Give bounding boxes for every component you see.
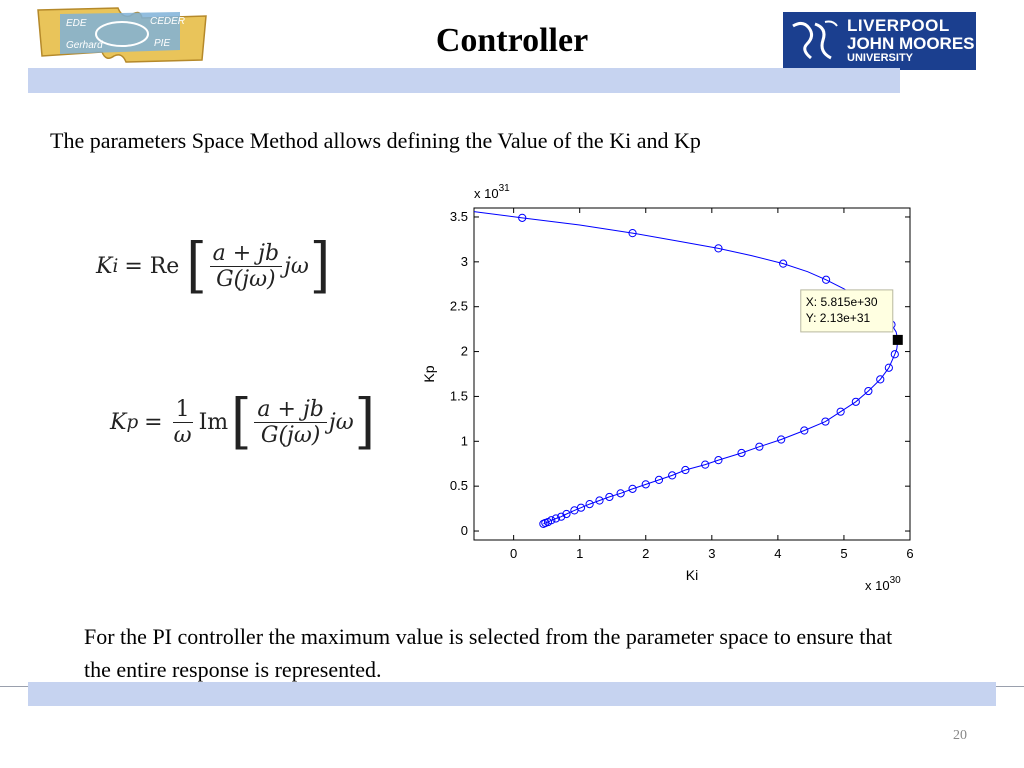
left-bracket: [ (186, 231, 207, 301)
kp-denominator: G(jω) (260, 422, 321, 448)
parameter-space-chart (410, 172, 930, 597)
x-axis-label: Ki (685, 567, 699, 583)
y-tick-label: 1 (460, 433, 468, 449)
x-tick-label: 3 (708, 546, 716, 561)
right-bracket: ] (354, 387, 375, 457)
ki-jw: jω (284, 253, 309, 279)
kp-symbol: K (110, 409, 127, 435)
datatip-x-label: X: 5.815e+30 (805, 294, 878, 309)
ki-numerator: a + jb (210, 241, 282, 267)
left-bracket: [ (231, 387, 252, 457)
ljmu-logo (783, 12, 976, 70)
kp-jw: jω (328, 409, 354, 435)
ljmu-line1: LIVERPOOL (847, 16, 950, 35)
y-tick-label: 1.5 (449, 388, 468, 404)
puzzle-word: EDE (66, 18, 87, 29)
ljmu-line2: JOHN MOORES (847, 34, 975, 53)
kp-fraction (254, 397, 326, 448)
ljmu-line3: UNIVERSITY (847, 52, 914, 64)
ki-subscript: i (112, 255, 119, 277)
x-tick-label: 4 (774, 546, 782, 561)
kp-omega-fraction (171, 397, 195, 448)
kp-numerator: a + jb (254, 397, 326, 423)
ki-fraction (210, 241, 282, 292)
y-tick-label: 2 (460, 343, 468, 359)
plot-area (474, 208, 910, 540)
ki-formula (96, 231, 331, 301)
kp-frac-den: ω (173, 422, 192, 448)
y-tick-label: 0.5 (449, 478, 468, 494)
datatip-marker[interactable] (893, 335, 903, 345)
x-tick-label: 6 (906, 546, 914, 561)
kp-equals: = (144, 409, 163, 435)
x-tick-label: 1 (576, 546, 584, 561)
x-tick-label: 5 (840, 546, 848, 561)
datatip-y-label: Y: 2.13e+31 (805, 310, 871, 325)
puzzle-word: CEDER (150, 16, 186, 27)
kp-formula (110, 387, 376, 457)
ki-operator: = Re (124, 253, 180, 279)
intro-text: The parameters Space Method allows defining the Value of the Ki and Kp (50, 128, 701, 153)
ki-symbol: K (96, 253, 113, 279)
slide-title: Controller (435, 22, 589, 59)
y-tick-label: 0 (460, 523, 468, 539)
y-tick-label: 3 (460, 253, 468, 269)
y-tick-label: 2.5 (449, 298, 468, 314)
puzzle-word: Gerhard (66, 40, 103, 51)
ki-denominator: G(jω) (216, 266, 276, 292)
y-tick-label: 3.5 (449, 208, 468, 224)
page-number: 20 (953, 728, 967, 743)
footer-bar (28, 682, 996, 706)
x-tick-label: 2 (642, 546, 650, 561)
y-multiplier: x $10^{31}$ (474, 183, 510, 201)
puzzle-word: PIE (154, 38, 171, 49)
kp-subscript: p (126, 411, 139, 433)
right-bracket: ] (309, 231, 331, 301)
header-bar (28, 68, 900, 93)
kp-frac-num: 1 (173, 397, 193, 423)
kp-operator: Im (198, 409, 229, 435)
liver-bird-icon (789, 18, 841, 64)
y-axis-label: Kp (421, 365, 437, 383)
x-multiplier: x $10^{30}$ (865, 575, 901, 593)
x-tick-label: 0 (510, 546, 518, 561)
conclusion-text: For the PI controller the maximum value is selected from the parameter space to ensure that the entire response is represented. (84, 624, 893, 682)
